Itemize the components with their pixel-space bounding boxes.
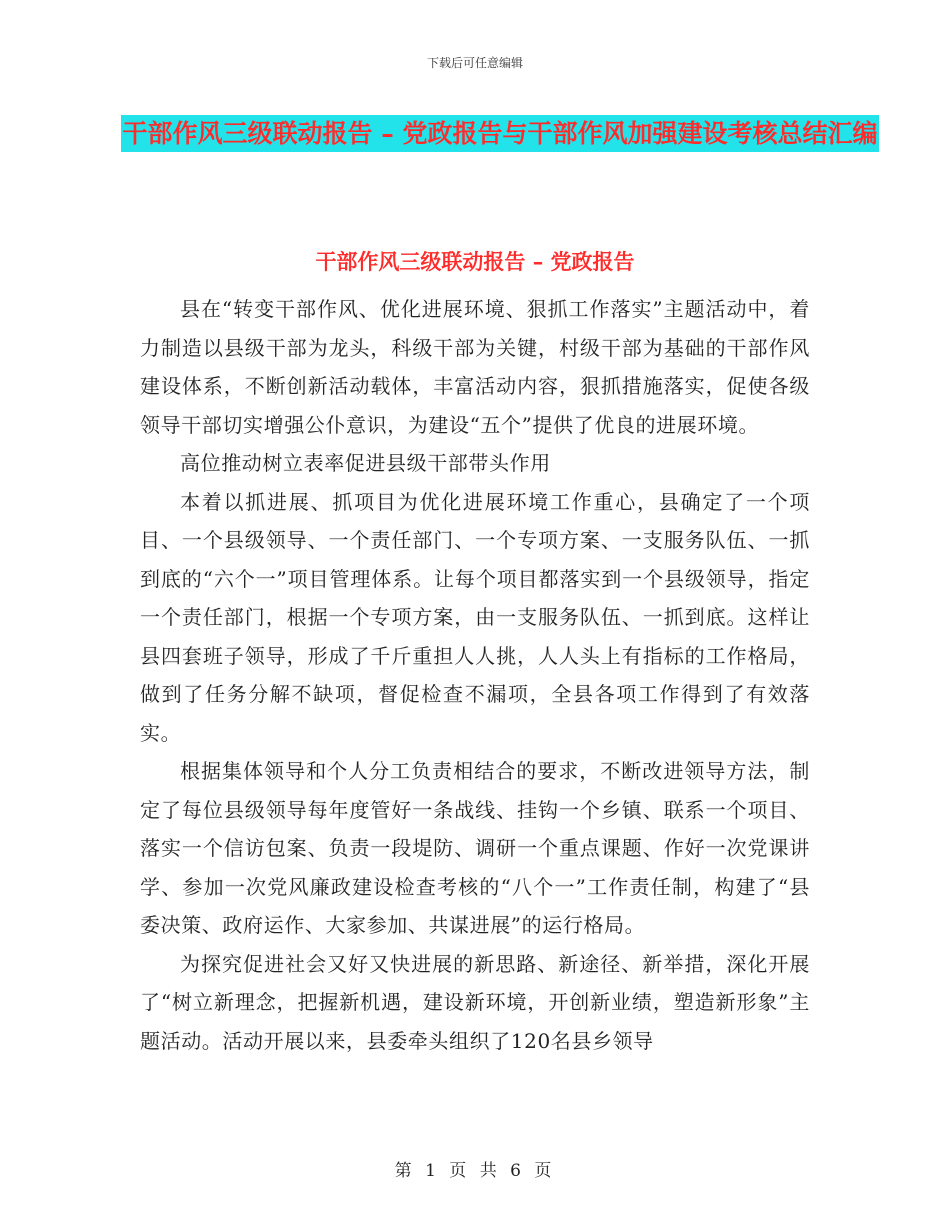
- page-number-footer: 第 1 页 共 6 页: [394, 1161, 556, 1181]
- main-title-text: 干部作风三级联动报告 – 党政报告与干部作风加强建设考核总结汇编: [121, 115, 880, 152]
- paragraph: 本着以抓进展、抓项目为优化进展环境工作重心，县确定了一个项目、一个县级领导、一个责任部门、一个专项方案、一支服务队伍、一抓到底的“六个一”项目管理体系。让每个项目都落实到一个县级领导，指定一个责任部门，根据一个专项方案，由一支服务队伍、一抓到底。这样让县四套班子领导，形成了千斤重担人人挑，人人头上有指标的工作格局，做到了任务分解不缺项，督促检查不漏项，全县各项工作得到了有效落实。: [140, 489, 810, 745]
- paragraph: 根据集体领导和个人分工负责相结合的要求，不断改进领导方法，制定了每位县级领导每年度管好一条战线、挂钩一个乡镇、联系一个项目、落实一个信访包案、负责一段堤防、调研一个重点课题、作好一次党课讲学、参加一次党风廉政建设检查考核的“八个一”工作责任制，构建了“县委决策、政府运作、大家参加、共谋进展”的运行格局。: [140, 759, 810, 937]
- section-title: 干部作风三级联动报告 – 党政报告: [315, 249, 635, 274]
- header-note: 下载后可任意编辑: [426, 56, 523, 70]
- body-text: [140, 290, 810, 1060]
- paragraph: 为探究促进社会又好又快进展的新思路、新途径、新举措，深化开展了“树立新理念，把握新机遇，建设新环境，开创新业绩，塑造新形象”主题活动。活动开展以来，县委牵头组织了120名县乡领导: [140, 951, 810, 1053]
- main-title: [120, 108, 880, 160]
- paragraph-subheading: 高位推动树立表率促进县级干部带头作用: [180, 451, 551, 475]
- paragraph: 县在“转变干部作风、优化进展环境、狠抓工作落实”主题活动中，着力制造以县级干部为龙头，科级干部为关键，村级干部为基础的干部作风建设体系，不断创新活动载体，丰富活动内容，狠抓措施落实，促使各级领导干部切实增强公仆意识，为建设“五个”提供了优良的进展环境。: [140, 297, 810, 437]
